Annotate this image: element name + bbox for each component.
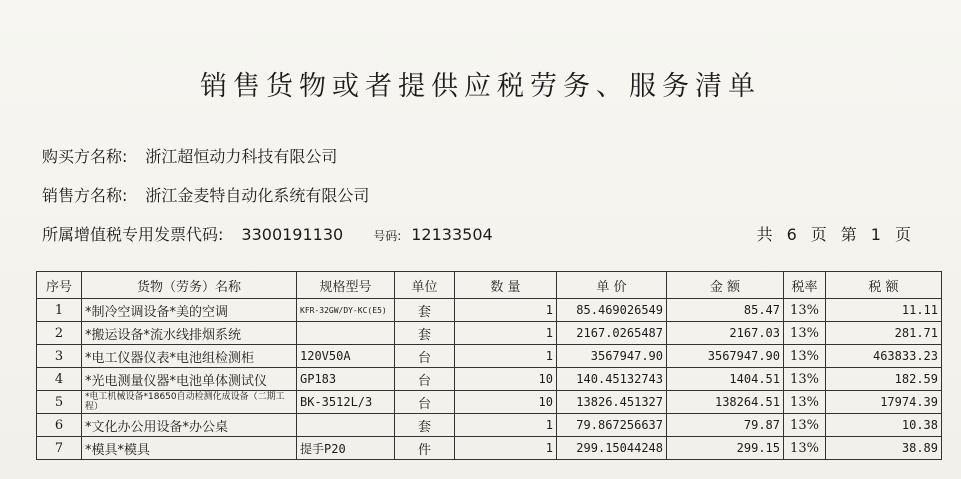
buyer-name: 浙江超恒动力科技有限公司 xyxy=(145,147,338,166)
cell-spec: GP183 xyxy=(297,368,395,391)
cell-qty: 1 xyxy=(455,437,557,460)
cell-price: 85.469026549 xyxy=(557,299,667,322)
cell-unit: 套 xyxy=(395,299,455,322)
cell-tax: 463833.23 xyxy=(826,345,942,368)
header-name: 货物（劳务）名称 xyxy=(82,272,297,299)
buyer-line xyxy=(42,144,337,167)
cell-name: *搬运设备*流水线排烟系统 xyxy=(82,322,297,345)
cell-rate: 13% xyxy=(784,437,826,460)
cell-unit: 台 xyxy=(395,345,455,368)
cell-tax: 11.11 xyxy=(826,299,942,322)
items-table xyxy=(36,271,942,460)
table-row xyxy=(37,437,942,460)
cell-rate: 13% xyxy=(784,345,826,368)
cell-unit: 套 xyxy=(395,414,455,437)
page-current: 1 xyxy=(870,225,881,244)
cell-amount: 138264.51 xyxy=(667,391,784,414)
header-tax: 税 额 xyxy=(826,272,942,299)
cell-amount: 79.87 xyxy=(667,414,784,437)
cell-tax: 38.89 xyxy=(826,437,942,460)
cell-rate: 13% xyxy=(784,368,826,391)
cell-qty: 1 xyxy=(455,299,557,322)
cell-price: 13826.451327 xyxy=(557,391,667,414)
header-qty: 数 量 xyxy=(455,272,557,299)
cell-rate: 13% xyxy=(784,414,826,437)
cell-unit: 台 xyxy=(395,391,455,414)
cell-qty: 1 xyxy=(455,345,557,368)
cell-tax: 281.71 xyxy=(826,322,942,345)
table-row xyxy=(37,414,942,437)
cell-spec: KFR-32GW/DY-KC(E5) xyxy=(297,299,395,322)
cell-qty: 1 xyxy=(455,322,557,345)
cell-name: *模具*模具 xyxy=(82,437,297,460)
cell-seq: 1 xyxy=(37,299,82,322)
cell-price: 299.15044248 xyxy=(557,437,667,460)
buyer-label: 购买方名称: xyxy=(42,147,128,166)
cell-rate: 13% xyxy=(784,391,826,414)
cell-seq: 5 xyxy=(37,391,82,414)
header-rate: 税率 xyxy=(784,272,826,299)
cell-qty: 10 xyxy=(455,391,557,414)
seller-line xyxy=(42,183,369,206)
cell-amount: 3567947.90 xyxy=(667,345,784,368)
cell-price: 3567947.90 xyxy=(557,345,667,368)
cell-spec: 120V50A xyxy=(297,345,395,368)
cell-tax: 182.59 xyxy=(826,368,942,391)
invoice-code-line xyxy=(42,222,493,245)
cell-unit: 台 xyxy=(395,368,455,391)
page-total: 6 xyxy=(786,225,797,244)
header-price: 单 价 xyxy=(557,272,667,299)
cell-unit: 件 xyxy=(395,437,455,460)
invoice-number-value: 12133504 xyxy=(411,225,493,244)
cell-price: 140.45132743 xyxy=(557,368,667,391)
table-header-row xyxy=(37,272,942,299)
cell-name: *电工仪器仪表*电池组检测柜 xyxy=(82,345,297,368)
header-spec: 规格型号 xyxy=(297,272,395,299)
cell-seq: 7 xyxy=(37,437,82,460)
cell-amount: 299.15 xyxy=(667,437,784,460)
header-amount: 金 额 xyxy=(667,272,784,299)
page-total-suffix: 页 xyxy=(810,225,827,244)
cell-name: *制冷空调设备*美的空调 xyxy=(82,299,297,322)
cell-rate: 13% xyxy=(784,299,826,322)
invoice-number-label: 号码: xyxy=(373,229,402,243)
cell-rate: 13% xyxy=(784,322,826,345)
cell-name: *电工机械设备*18650自动检测化成设备（二期工程） xyxy=(82,391,297,414)
seller-label: 销售方名称: xyxy=(42,186,128,205)
table-row xyxy=(37,322,942,345)
cell-amount: 85.47 xyxy=(667,299,784,322)
cell-amount: 2167.03 xyxy=(667,322,784,345)
invoice-code-value: 3300191130 xyxy=(241,225,344,244)
table-row xyxy=(37,368,942,391)
cell-spec xyxy=(297,322,395,345)
cell-unit: 套 xyxy=(395,322,455,345)
header-unit: 单位 xyxy=(395,272,455,299)
page-indicator xyxy=(757,222,911,245)
cell-price: 79.867256637 xyxy=(557,414,667,437)
cell-tax: 17974.39 xyxy=(826,391,942,414)
cell-name: *光电测量仪器*电池单体测试仪 xyxy=(82,368,297,391)
cell-qty: 1 xyxy=(455,414,557,437)
cell-spec xyxy=(297,414,395,437)
page-current-prefix: 第 xyxy=(840,225,857,244)
cell-spec: BK-3512L/3 xyxy=(297,391,395,414)
invoice-code-label: 所属增值税专用发票代码: xyxy=(42,225,224,244)
table-row xyxy=(37,345,942,368)
cell-name: *文化办公用设备*办公桌 xyxy=(82,414,297,437)
cell-seq: 3 xyxy=(37,345,82,368)
cell-price: 2167.0265487 xyxy=(557,322,667,345)
seller-name: 浙江金麦特自动化系统有限公司 xyxy=(145,186,370,205)
cell-amount: 1404.51 xyxy=(667,368,784,391)
document-title: 销售货物或者提供应税劳务、服务清单 xyxy=(200,71,761,102)
cell-qty: 10 xyxy=(455,368,557,391)
table-row xyxy=(37,299,942,322)
cell-spec: 提手P20 xyxy=(297,437,395,460)
page-current-suffix: 页 xyxy=(894,225,911,244)
cell-tax: 10.38 xyxy=(826,414,942,437)
header-seq: 序号 xyxy=(37,272,82,299)
cell-seq: 4 xyxy=(37,368,82,391)
cell-seq: 2 xyxy=(37,322,82,345)
cell-seq: 6 xyxy=(37,414,82,437)
page-total-prefix: 共 xyxy=(756,225,773,244)
table-row xyxy=(37,391,942,414)
